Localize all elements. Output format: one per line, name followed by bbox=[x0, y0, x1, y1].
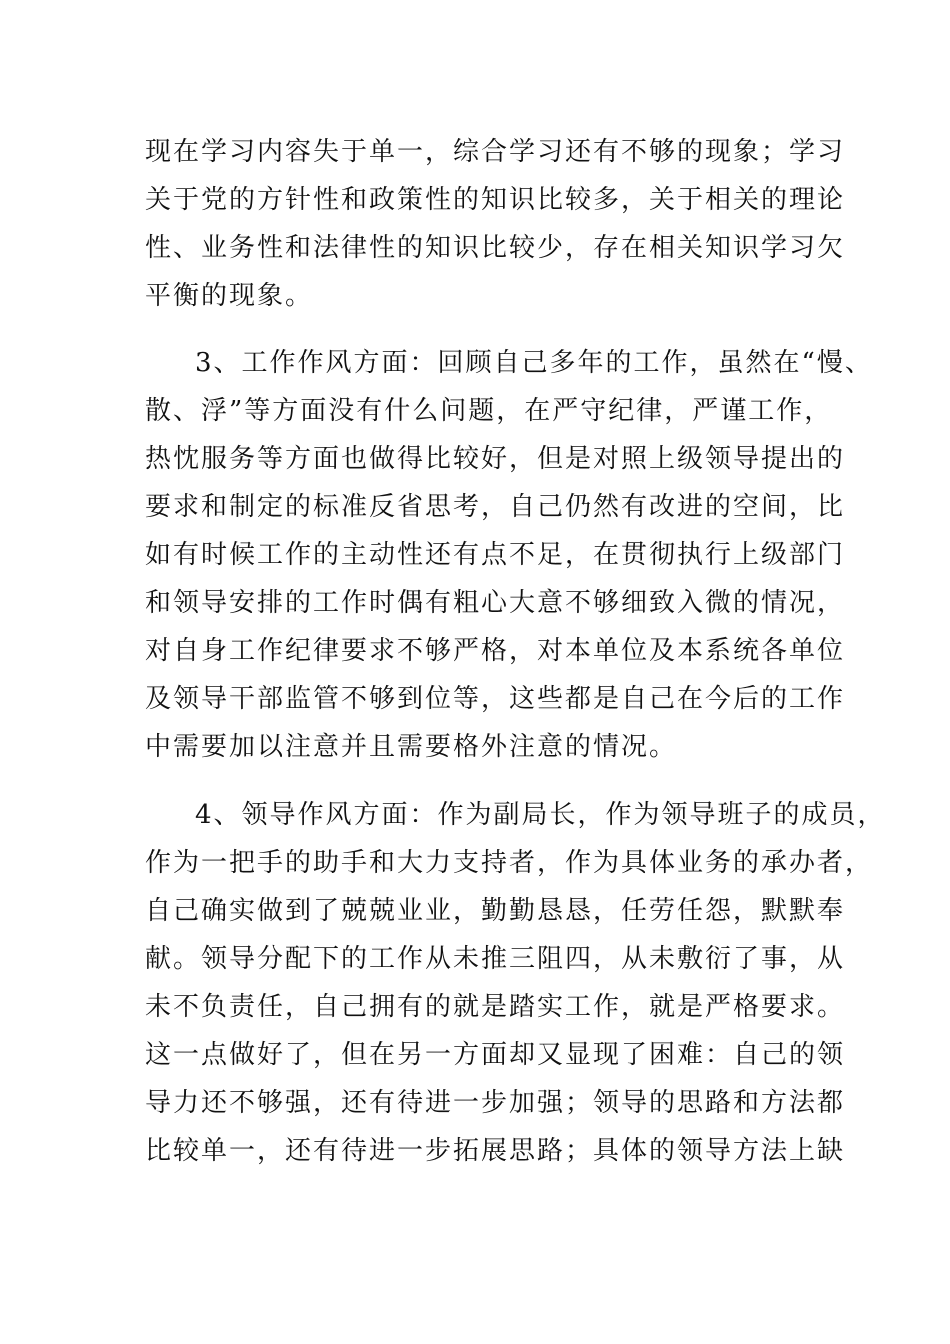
text-line: 中需要加以注意并且需要格外注意的情况。 bbox=[145, 732, 678, 762]
text-line: 对自身工作纪律要求不够严格，对本单位及本系统各单位 bbox=[145, 636, 846, 666]
paragraph-3-first-line: 3、工作作风方面：回顾自己多年的工作，虽然在“慢、 bbox=[195, 348, 873, 378]
text-line: 这一点做好了，但在另一方面却又显现了困难：自己的领 bbox=[145, 1040, 846, 1070]
text-line: 如有时候工作的主动性还有点不足，在贯彻执行上级部门 bbox=[145, 540, 846, 570]
text-line: 热忱服务等方面也做得比较好，但是对照上级领导提出的 bbox=[145, 444, 846, 474]
text-line: 关于党的方针性和政策性的知识比较多，关于相关的理论 bbox=[145, 185, 846, 215]
text-line: 现在学习内容失于单一，综合学习还有不够的现象；学习 bbox=[145, 137, 846, 167]
text-line: 要求和制定的标准反省思考，自己仍然有改进的空间，比 bbox=[145, 492, 846, 522]
text-line: 献。领导分配下的工作从未推三阻四，从未敷衍了事，从 bbox=[145, 944, 846, 974]
text-line: 及领导干部监管不够到位等，这些都是自己在今后的工作 bbox=[145, 684, 846, 714]
text-line: 平衡的现象。 bbox=[145, 281, 314, 311]
paragraph-4-first-line: 4、领导作风方面：作为副局长，作为领导班子的成员， bbox=[195, 800, 886, 830]
text-line: 未不负责任，自己拥有的就是踏实工作，就是严格要求。 bbox=[145, 992, 846, 1022]
text-line: 导力还不够强，还有待进一步加强；领导的思路和方法都 bbox=[145, 1088, 846, 1118]
text-line: 性、业务性和法律性的知识比较少，存在相关知识学习欠 bbox=[145, 233, 846, 263]
text-line: 自己确实做到了兢兢业业，勤勤恳恳，任劳任怨，默默奉 bbox=[145, 896, 846, 926]
text-line: 散、浮”等方面没有什么问题，在严守纪律，严谨工作， bbox=[145, 396, 833, 426]
text-line: 和领导安排的工作时偶有粗心大意不够细致入微的情况， bbox=[145, 588, 846, 618]
text-line: 比较单一，还有待进一步拓展思路；具体的领导方法上缺 bbox=[145, 1136, 846, 1166]
text-line: 作为一把手的助手和大力支持者，作为具体业务的承办者， bbox=[145, 848, 874, 878]
